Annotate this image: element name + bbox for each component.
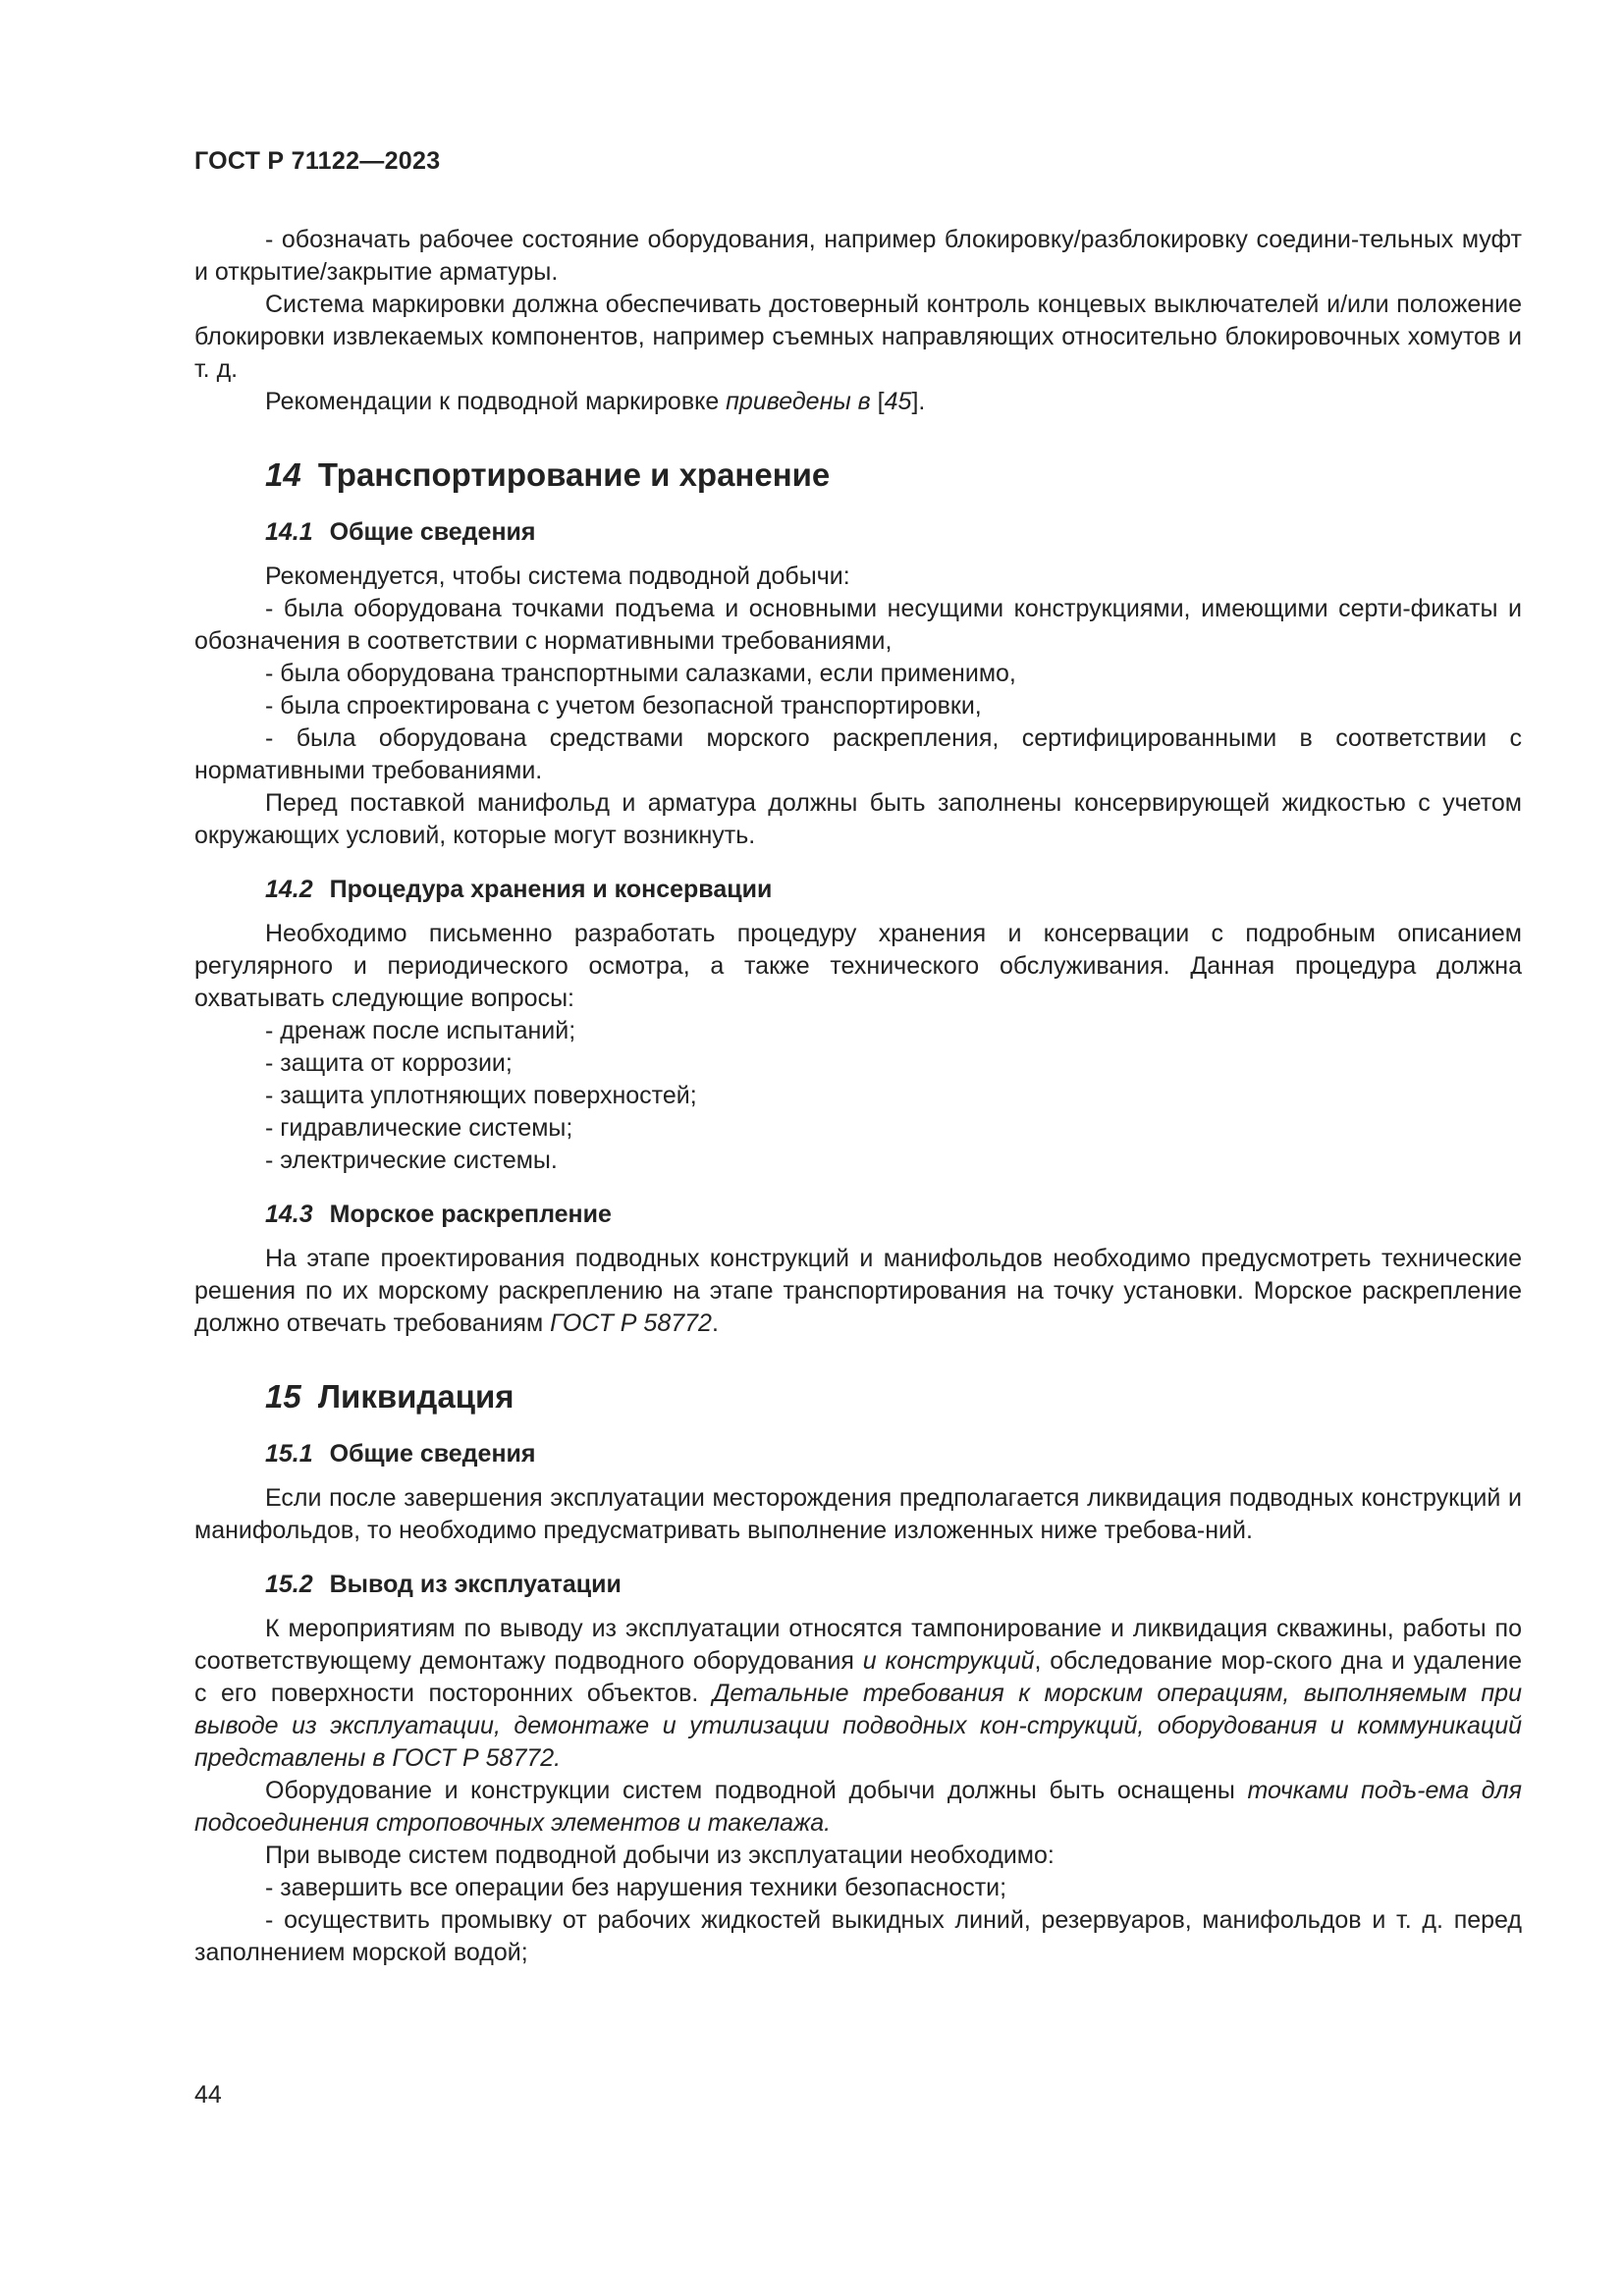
paragraph: При выводе систем подводной добычи из эксплуатации необходимо:	[265, 1842, 1055, 1869]
section-title: Ликвидация	[317, 1378, 514, 1415]
section-number: 14	[265, 456, 301, 493]
paragraph: На этапе проектирования подводных конструкций и манифольдов необходимо предусмотреть технические решения по их морскому раскреплению на этапе транспортирования на точку установки. Морское раскрепление должно отвечать требованиям ГОСТ Р 58772.	[194, 1245, 1522, 1337]
subsection-title: Общие сведения	[329, 518, 536, 546]
subsection-title: Процедура хранения и консервации	[329, 876, 773, 903]
emphasis-text: точками подъ-ема для подсоединения строповочных элементов и такелажа.	[194, 1777, 1522, 1837]
standard-reference: ГОСТ Р 58772	[550, 1309, 712, 1337]
list-item: - дренаж после испытаний;	[265, 1017, 576, 1044]
subsection-14-1-heading	[265, 516, 1522, 549]
subsection-14-3-heading	[265, 1199, 1522, 1231]
list-item: - была оборудована точками подъема и основными несущими конструкциями, имеющими серти-фикаты и обозначения в соответствии с нормативными требованиями,	[194, 595, 1522, 655]
paragraph: Перед поставкой манифольд и арматура должны быть заполнены консервирующей жидкостью с учетом окружающих условий, которые могут возникнуть.	[194, 789, 1522, 849]
subsection-title: Общие сведения	[329, 1440, 536, 1468]
list-item: - защита уплотняющих поверхностей;	[265, 1082, 697, 1109]
emphasis-text: приведены в	[726, 388, 871, 415]
paragraph: Необходимо письменно разработать процедуру хранения и консервации с подробным описанием регулярного и периодического осмотра, а также технического обслуживания. Данная процедура должна охватывать следующие вопросы:	[194, 920, 1522, 1012]
list-item: - была спроектирована с учетом безопасной транспортировки,	[265, 692, 982, 720]
paragraph: К мероприятиям по выводу из эксплуатации относятся тампонирование и ликвидация скважины, работы по соответствующему демонтажу подводного оборудования и конструкций, обследование мор-ского дна и удаление с его поверхности посторонних объектов. Детальные требования к морским операциям, выполняемым при выводе из эксплуатации, демонтаже и утилизации подводных кон-струкций, оборудования и коммуникаций представлены в ГОСТ Р 58772.	[194, 1615, 1523, 1772]
subsection-title: Вывод из эксплуатации	[329, 1571, 622, 1598]
emphasis-text: и конструкций	[862, 1647, 1035, 1675]
section-number: 15	[265, 1378, 301, 1415]
intro-paragraph-3: Рекомендации к подводной маркировке приведены в [45].	[265, 388, 926, 415]
subsection-14-2-heading	[265, 874, 1522, 906]
subsection-15-1-heading	[265, 1438, 1522, 1470]
page-number: 44	[194, 2081, 222, 2109]
document-header: ГОСТ Р 71122—2023	[194, 147, 441, 175]
intro-paragraph-1: - обозначать рабочее состояние оборудования, например блокировку/разблокировку соедини-тельных муфт и открытие/закрытие арматуры.	[194, 226, 1522, 286]
document-body	[194, 224, 1522, 1969]
intro-paragraph-2: Система маркировки должна обеспечивать достоверный контроль концевых выключателей и/или положение блокировки извлекаемых компонентов, например съемных направляющих относительно блокировочных хомутов и т. д.	[194, 291, 1522, 383]
list-item: - электрические системы.	[265, 1147, 558, 1174]
paragraph: Если после завершения эксплуатации месторождения предполагается ликвидация подводных конструкций и манифольдов, то необходимо предусматривать выполнение изложенных ниже требова-ний.	[194, 1484, 1522, 1544]
list-item: - защита от коррозии;	[265, 1049, 513, 1077]
paragraph: Оборудование и конструкции систем подводной добычи должны быть оснащены точками подъ-ема для подсоединения строповочных элементов и такелажа.	[194, 1777, 1522, 1837]
emphasis-text: Детальные требования к морским операциям, выполняемым при выводе из эксплуатации, демонтаже и утилизации подводных кон-струкций, оборудования и коммуникаций представлены в ГОСТ Р 58772.	[194, 1680, 1522, 1772]
subsection-number: 14.1	[265, 518, 313, 546]
list-item: - завершить все операции без нарушения техники безопасности;	[265, 1874, 1007, 1901]
paragraph: Рекомендуется, чтобы система подводной добычи:	[265, 562, 850, 590]
reference-number: 45	[884, 388, 912, 415]
list-item: - была оборудована транспортными салазками, если применимо,	[265, 660, 1016, 687]
section-14-heading	[265, 455, 1522, 495]
section-15-heading	[265, 1377, 1522, 1416]
subsection-number: 15.1	[265, 1440, 313, 1468]
subsection-title: Морское раскрепление	[329, 1201, 612, 1228]
list-item: - осуществить промывку от рабочих жидкостей выкидных линий, резервуаров, манифольдов и т. д. перед заполнением морской водой;	[194, 1906, 1522, 1966]
subsection-15-2-heading	[265, 1569, 1522, 1601]
list-item: - была оборудована средствами морского раскрепления, сертифицированными в соответствии с нормативными требованиями.	[194, 724, 1522, 784]
subsection-number: 14.3	[265, 1201, 313, 1228]
subsection-number: 14.2	[265, 876, 313, 903]
section-title: Транспортирование и хранение	[317, 456, 831, 493]
subsection-number: 15.2	[265, 1571, 313, 1598]
list-item: - гидравлические системы;	[265, 1114, 573, 1142]
